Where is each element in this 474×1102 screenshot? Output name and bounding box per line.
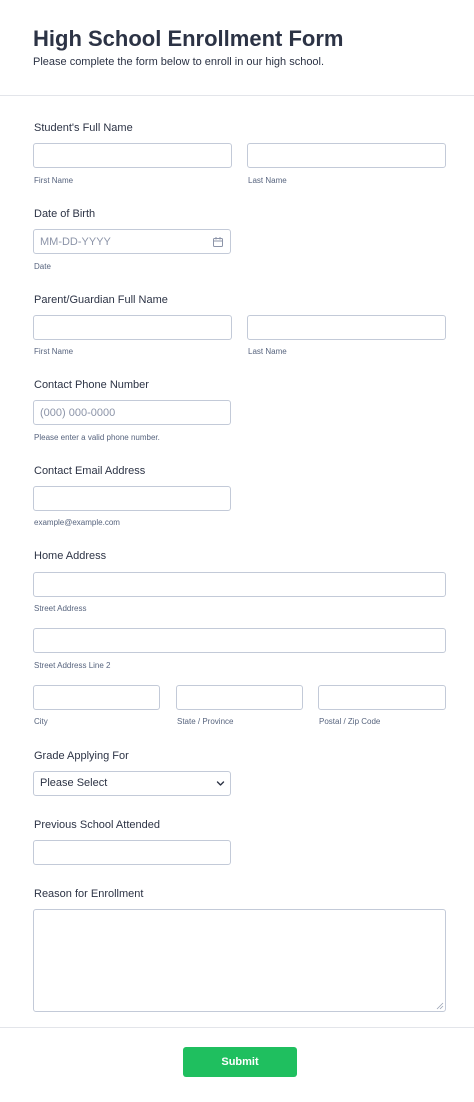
- address-label: Home Address: [34, 550, 107, 562]
- form-header: [0, 0, 474, 96]
- student-name-label: Student's Full Name: [34, 122, 133, 134]
- dob-input[interactable]: [33, 229, 231, 254]
- student-last-name-input[interactable]: [247, 143, 446, 168]
- grade-select[interactable]: [33, 771, 231, 796]
- form-subtitle: Please complete the form below to enroll in our high school.: [33, 56, 325, 68]
- previous-school-input[interactable]: [33, 840, 231, 865]
- street-address-sublabel: Street Address: [34, 604, 87, 613]
- phone-label: Contact Phone Number: [34, 379, 149, 391]
- student-last-name-sublabel: Last Name: [248, 176, 287, 185]
- guardian-last-name-sublabel: Last Name: [248, 347, 287, 356]
- guardian-last-name-input[interactable]: [247, 315, 446, 340]
- submit-button[interactable]: Submit: [183, 1047, 297, 1077]
- email-label: Contact Email Address: [34, 465, 146, 477]
- zip-sublabel: Postal / Zip Code: [319, 717, 381, 726]
- dob-sublabel: Date: [34, 262, 51, 271]
- grade-label: Grade Applying For: [34, 750, 129, 762]
- phone-input[interactable]: [33, 400, 231, 425]
- state-input[interactable]: [176, 685, 303, 710]
- reason-label: Reason for Enrollment: [34, 888, 144, 900]
- guardian-name-label: Parent/Guardian Full Name: [34, 294, 168, 306]
- student-first-name-sublabel: First Name: [34, 176, 74, 185]
- zip-input[interactable]: [318, 685, 446, 710]
- email-input[interactable]: [33, 486, 231, 511]
- street-address-line2-sublabel: Street Address Line 2: [34, 661, 111, 670]
- email-sublabel: example@example.com: [34, 518, 120, 527]
- guardian-first-name-sublabel: First Name: [34, 347, 74, 356]
- calendar-icon[interactable]: [213, 237, 223, 247]
- phone-sublabel: Please enter a valid phone number.: [34, 433, 160, 442]
- resize-handle-icon[interactable]: [436, 1002, 444, 1010]
- previous-school-label: Previous School Attended: [34, 819, 160, 831]
- student-first-name-input[interactable]: [33, 143, 232, 168]
- state-sublabel: State / Province: [177, 717, 234, 726]
- city-input[interactable]: [33, 685, 160, 710]
- street-address-input[interactable]: [33, 572, 446, 597]
- form-title: High School Enrollment Form: [33, 26, 344, 51]
- street-address-line2-input[interactable]: [33, 628, 446, 653]
- reason-textarea[interactable]: [33, 909, 446, 1012]
- grade-select-value: Please Select: [40, 777, 108, 789]
- dob-label: Date of Birth: [34, 208, 96, 220]
- chevron-down-icon: [216, 779, 225, 788]
- guardian-first-name-input[interactable]: [33, 315, 232, 340]
- city-sublabel: City: [34, 717, 48, 726]
